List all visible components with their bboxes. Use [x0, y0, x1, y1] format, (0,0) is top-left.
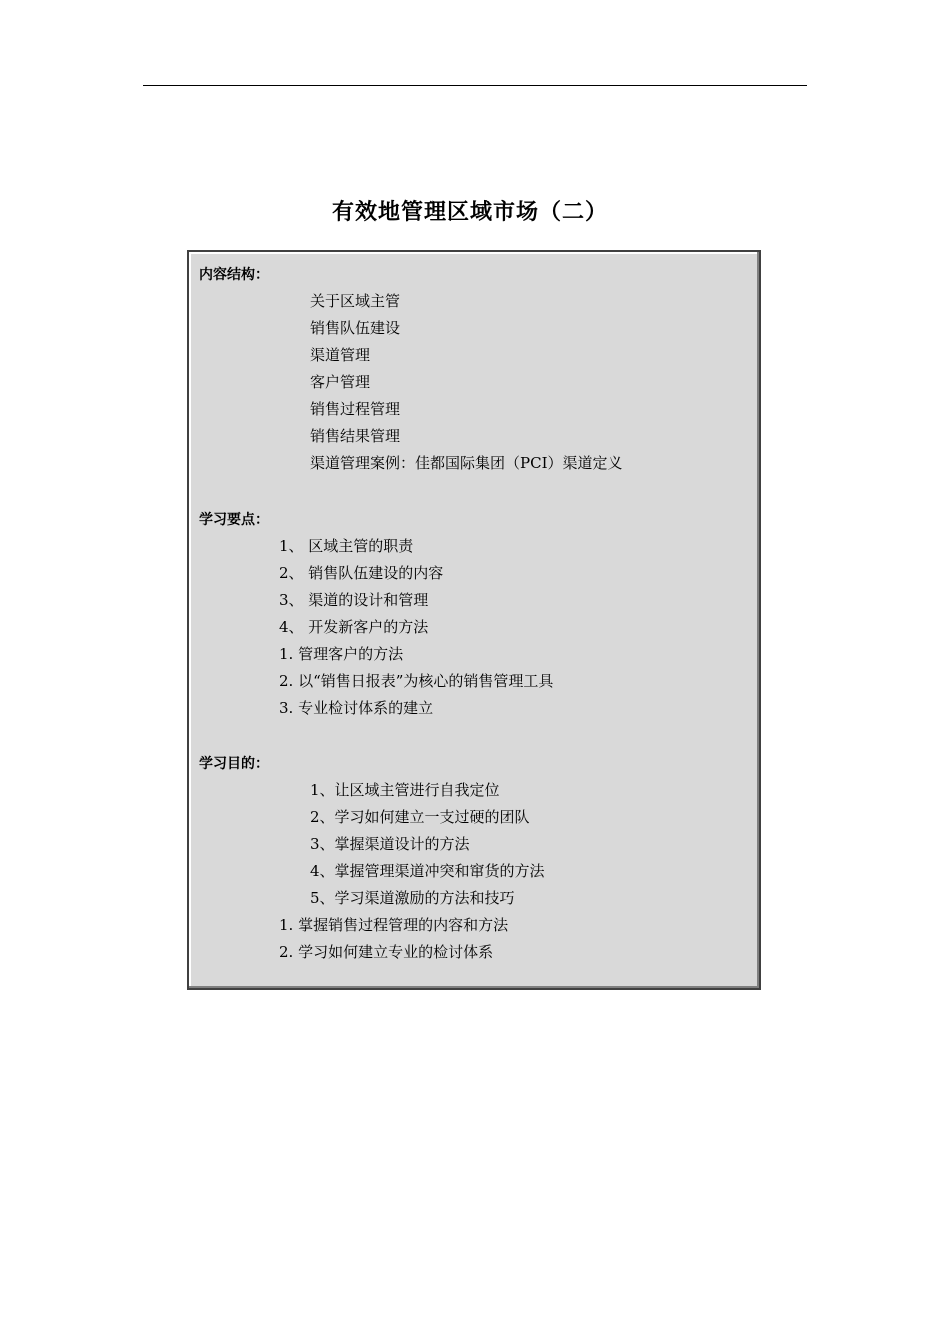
structure-item: 关于区域主管	[310, 292, 401, 310]
objective-item: 2. 学习如何建立专业的检讨体系	[279, 943, 494, 961]
key-point-item: 1. 管理客户的方法	[279, 645, 404, 663]
structure-item: 渠道管理案例：佳都国际集团（PCI）渠道定义	[310, 454, 623, 472]
objective-item: 1、让区域主管进行自我定位	[310, 781, 500, 799]
key-points-heading: 学习要点：	[199, 512, 269, 528]
objective-item: 5、学习渠道激励的方法和技巧	[310, 889, 515, 907]
key-point-item: 2、 销售队伍建设的内容	[279, 564, 444, 582]
document-title: 有效地管理区域市场（二）	[331, 200, 608, 225]
structure-item: 渠道管理	[310, 346, 371, 364]
key-point-item: 2. 以“销售日报表”为核心的销售管理工具	[279, 672, 554, 690]
structure-item: 客户管理	[310, 373, 371, 391]
objective-item: 2、学习如何建立一支过硬的团队	[310, 808, 530, 826]
structure-item: 销售队伍建设	[310, 319, 401, 337]
objective-item: 1. 掌握销售过程管理的内容和方法	[279, 916, 509, 934]
objectives-heading: 学习目的：	[199, 756, 269, 772]
key-point-item: 1、 区域主管的职责	[279, 537, 414, 555]
content-box	[187, 250, 761, 990]
objective-item: 4、掌握管理渠道冲突和窜货的方法	[310, 862, 545, 880]
key-point-item: 3. 专业检讨体系的建立	[279, 699, 434, 717]
structure-heading: 内容结构：	[199, 267, 269, 283]
structure-item: 销售过程管理	[310, 400, 401, 418]
objective-item: 3、掌握渠道设计的方法	[310, 835, 470, 853]
header-rule	[143, 85, 807, 86]
structure-item: 销售结果管理	[310, 427, 401, 445]
key-point-item: 3、 渠道的设计和管理	[279, 591, 429, 609]
key-point-item: 4、 开发新客户的方法	[279, 618, 429, 636]
